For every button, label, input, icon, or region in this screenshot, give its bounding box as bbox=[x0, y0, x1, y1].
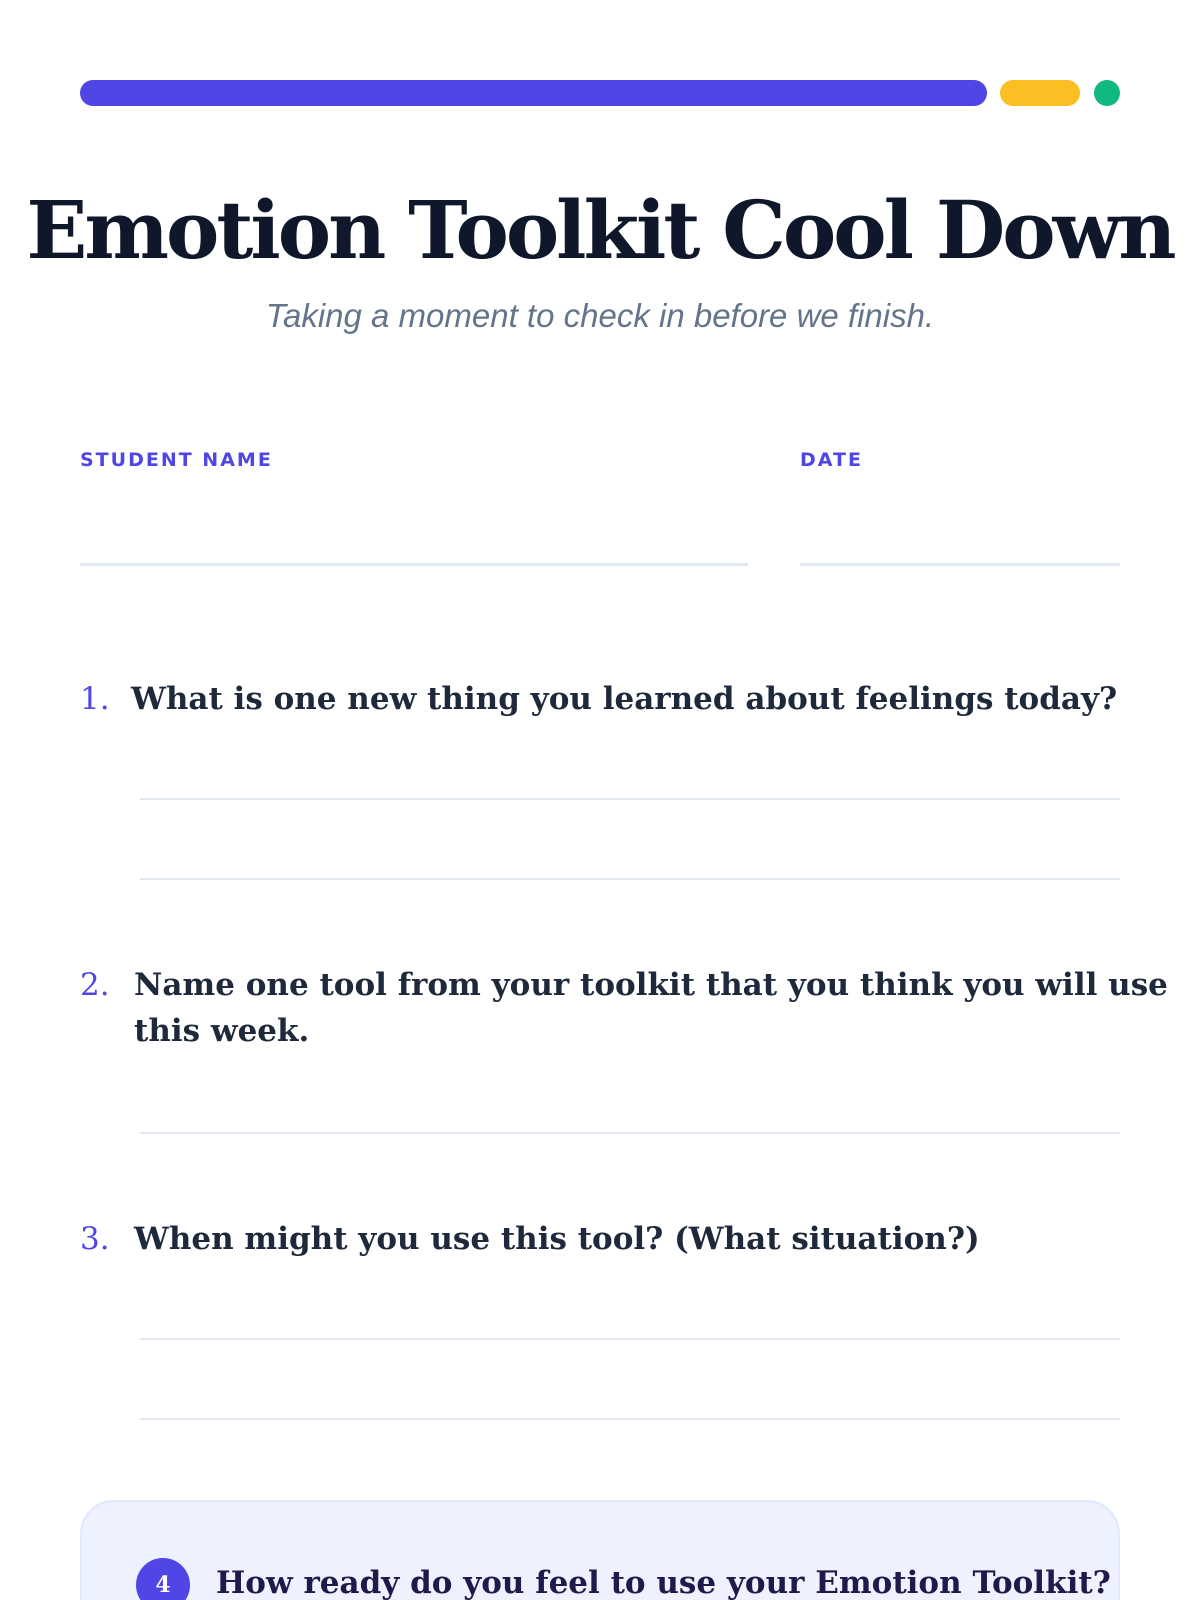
question-3-answer-line-2[interactable] bbox=[140, 1418, 1120, 1420]
question-3-answer-line-1[interactable] bbox=[140, 1338, 1120, 1340]
question-4-text: How ready do you feel to use your Emotion Toolkit? bbox=[216, 1565, 1111, 1600]
question-1-answer-line-2[interactable] bbox=[140, 878, 1120, 880]
student-name-field[interactable] bbox=[80, 563, 748, 566]
page-title: Emotion Toolkit Cool Down bbox=[26, 183, 1174, 277]
question-1-text: What is one new thing you learned about feelings today? bbox=[131, 681, 1118, 717]
question-3-text: When might you use this tool? (What situation?) bbox=[134, 1221, 980, 1257]
accent-dot bbox=[1094, 80, 1120, 106]
accent-bar-secondary bbox=[1000, 80, 1080, 106]
page-subtitle: Taking a moment to check in before we finish. bbox=[265, 297, 935, 334]
question-3-number: 3. bbox=[80, 1221, 110, 1257]
accent-bar-primary bbox=[80, 80, 987, 106]
question-2-number: 2. bbox=[80, 967, 110, 1003]
date-field[interactable] bbox=[800, 563, 1120, 566]
question-4-badge: 4 bbox=[136, 1558, 190, 1600]
question-2-answer-line[interactable] bbox=[140, 1132, 1120, 1134]
date-label: DATE bbox=[800, 449, 863, 471]
question-1-number: 1. bbox=[80, 681, 110, 717]
student-name-label: STUDENT NAME bbox=[80, 449, 273, 471]
question-2-text-line-1: Name one tool from your toolkit that you think you will use bbox=[134, 967, 1168, 1003]
question-2-text-line-2: this week. bbox=[134, 1013, 310, 1049]
question-1-answer-line-1[interactable] bbox=[140, 798, 1120, 800]
